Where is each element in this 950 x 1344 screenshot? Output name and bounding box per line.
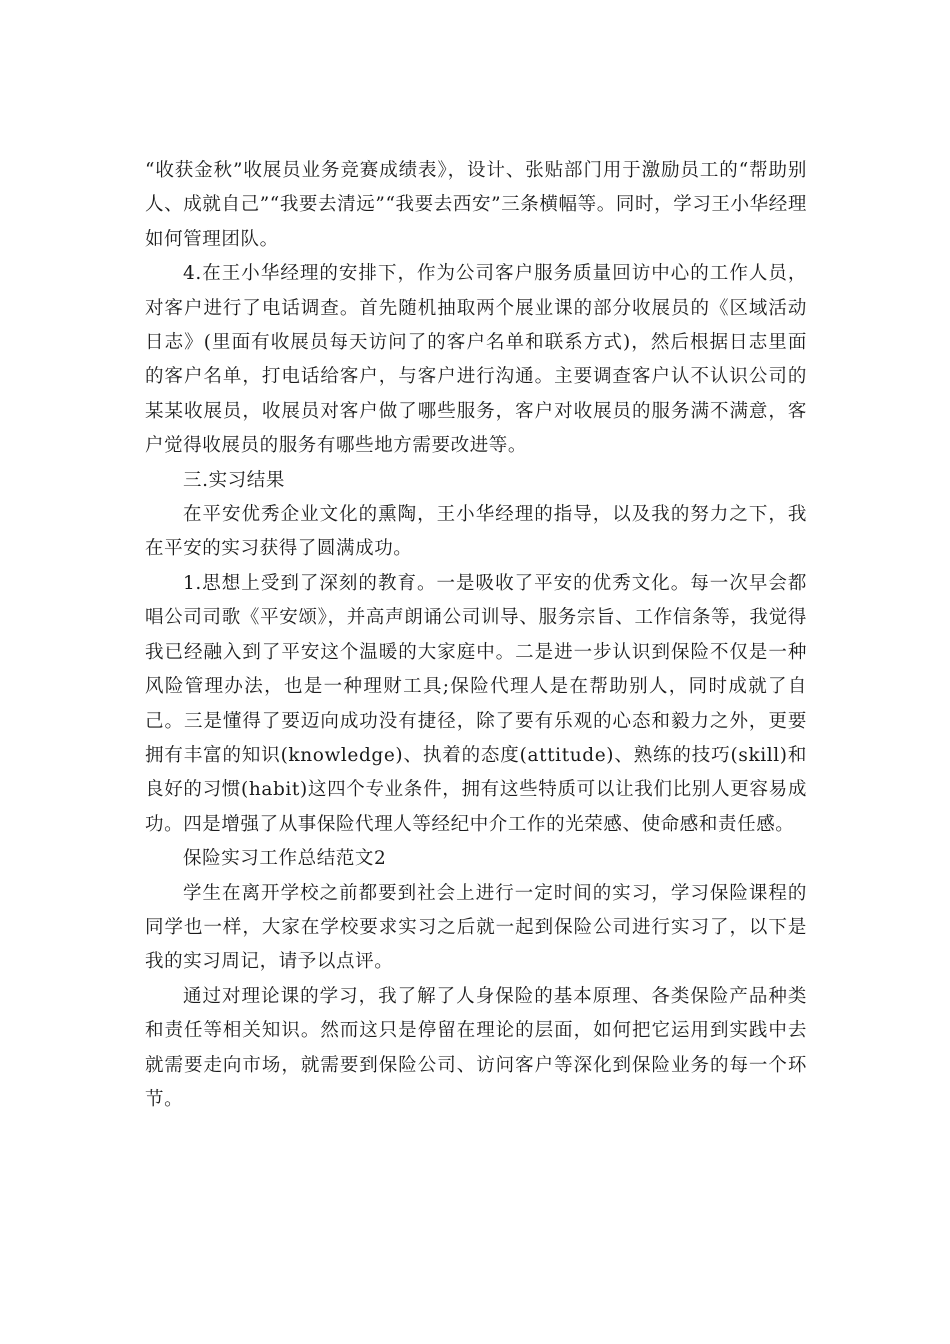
section-heading-sample-2: 保险实习工作总结范文2 [183, 848, 387, 870]
paragraph-results-intro: 在平安优秀企业文化的熏陶，王小华经理的指导，以及我的努力之下，我在平安的实习获得了圆满成功。 [145, 504, 807, 560]
document-body [145, 154, 807, 1117]
paragraph-item-4: 4.在王小华经理的安排下，作为公司客户服务质量回访中心的工作人员，对客户进行了电话调查。首先随机抽取两个展业课的部分收展员的《区域活动日志》(里面有收展员每天访问了的客户名单和联系方式)，然后根据日志里面的客户名单，打电话给客户，与客户进行沟通。主要调查客户认不认识公司的某某收展员，收展员对客户做了哪些服务，客户对收展员的服务满不满意，客户觉得收展员的服务有哪些地方需要改进等。 [145, 263, 807, 457]
paragraph-theory-practice: 通过对理论课的学习，我了解了人身保险的基本原理、各类保险产品种类和责任等相关知识。然而这只是停留在理论的层面，如何把它运用到实践中去就需要走向市场，就需要到保险公司、访问客户等深化到保险业务的每一个环节。 [145, 985, 807, 1110]
section-heading-results: 三.实习结果 [183, 469, 285, 491]
paragraph-sample-2-intro: 学生在离开学校之前都要到社会上进行一定时间的实习，学习保险课程的同学也一样，大家在学校要求实习之后就一起到保险公司进行实习了，以下是我的实习周记，请予以点评。 [145, 882, 807, 973]
paragraph-item-1: 1.思想上受到了深刻的教育。一是吸收了平安的优秀文化。每一次早会都唱公司司歌《平安颂》，并高声朗诵公司训导、服务宗旨、工作信条等，我觉得我已经融入到了平安这个温暖的大家庭中。二是进一步认识到保险不仅是一种风险管理办法，也是一种理财工具;保险代理人是在帮助别人，同时成就了自己。三是懂得了要迈向成功没有捷径，除了要有乐观的心态和毅力之外，更要拥有丰富的知识(knowledge)、执着的态度(attitude)、熟练的技巧(skill)和良好的习惯(habit)这四个专业条件，拥有这些特质可以让我们比别人更容易成功。四是增强了从事保险代理人等经纪中介工作的光荣感、使命感和责任感。 [145, 572, 807, 835]
paragraph-continuation: “收获金秋”收展员业务竞赛成绩表》，设计、张贴部门用于激励员工的“帮助别人、成就自己”“我要去清远”“我要去西安”三条横幅等。同时，学习王小华经理如何管理团队。 [145, 160, 807, 250]
